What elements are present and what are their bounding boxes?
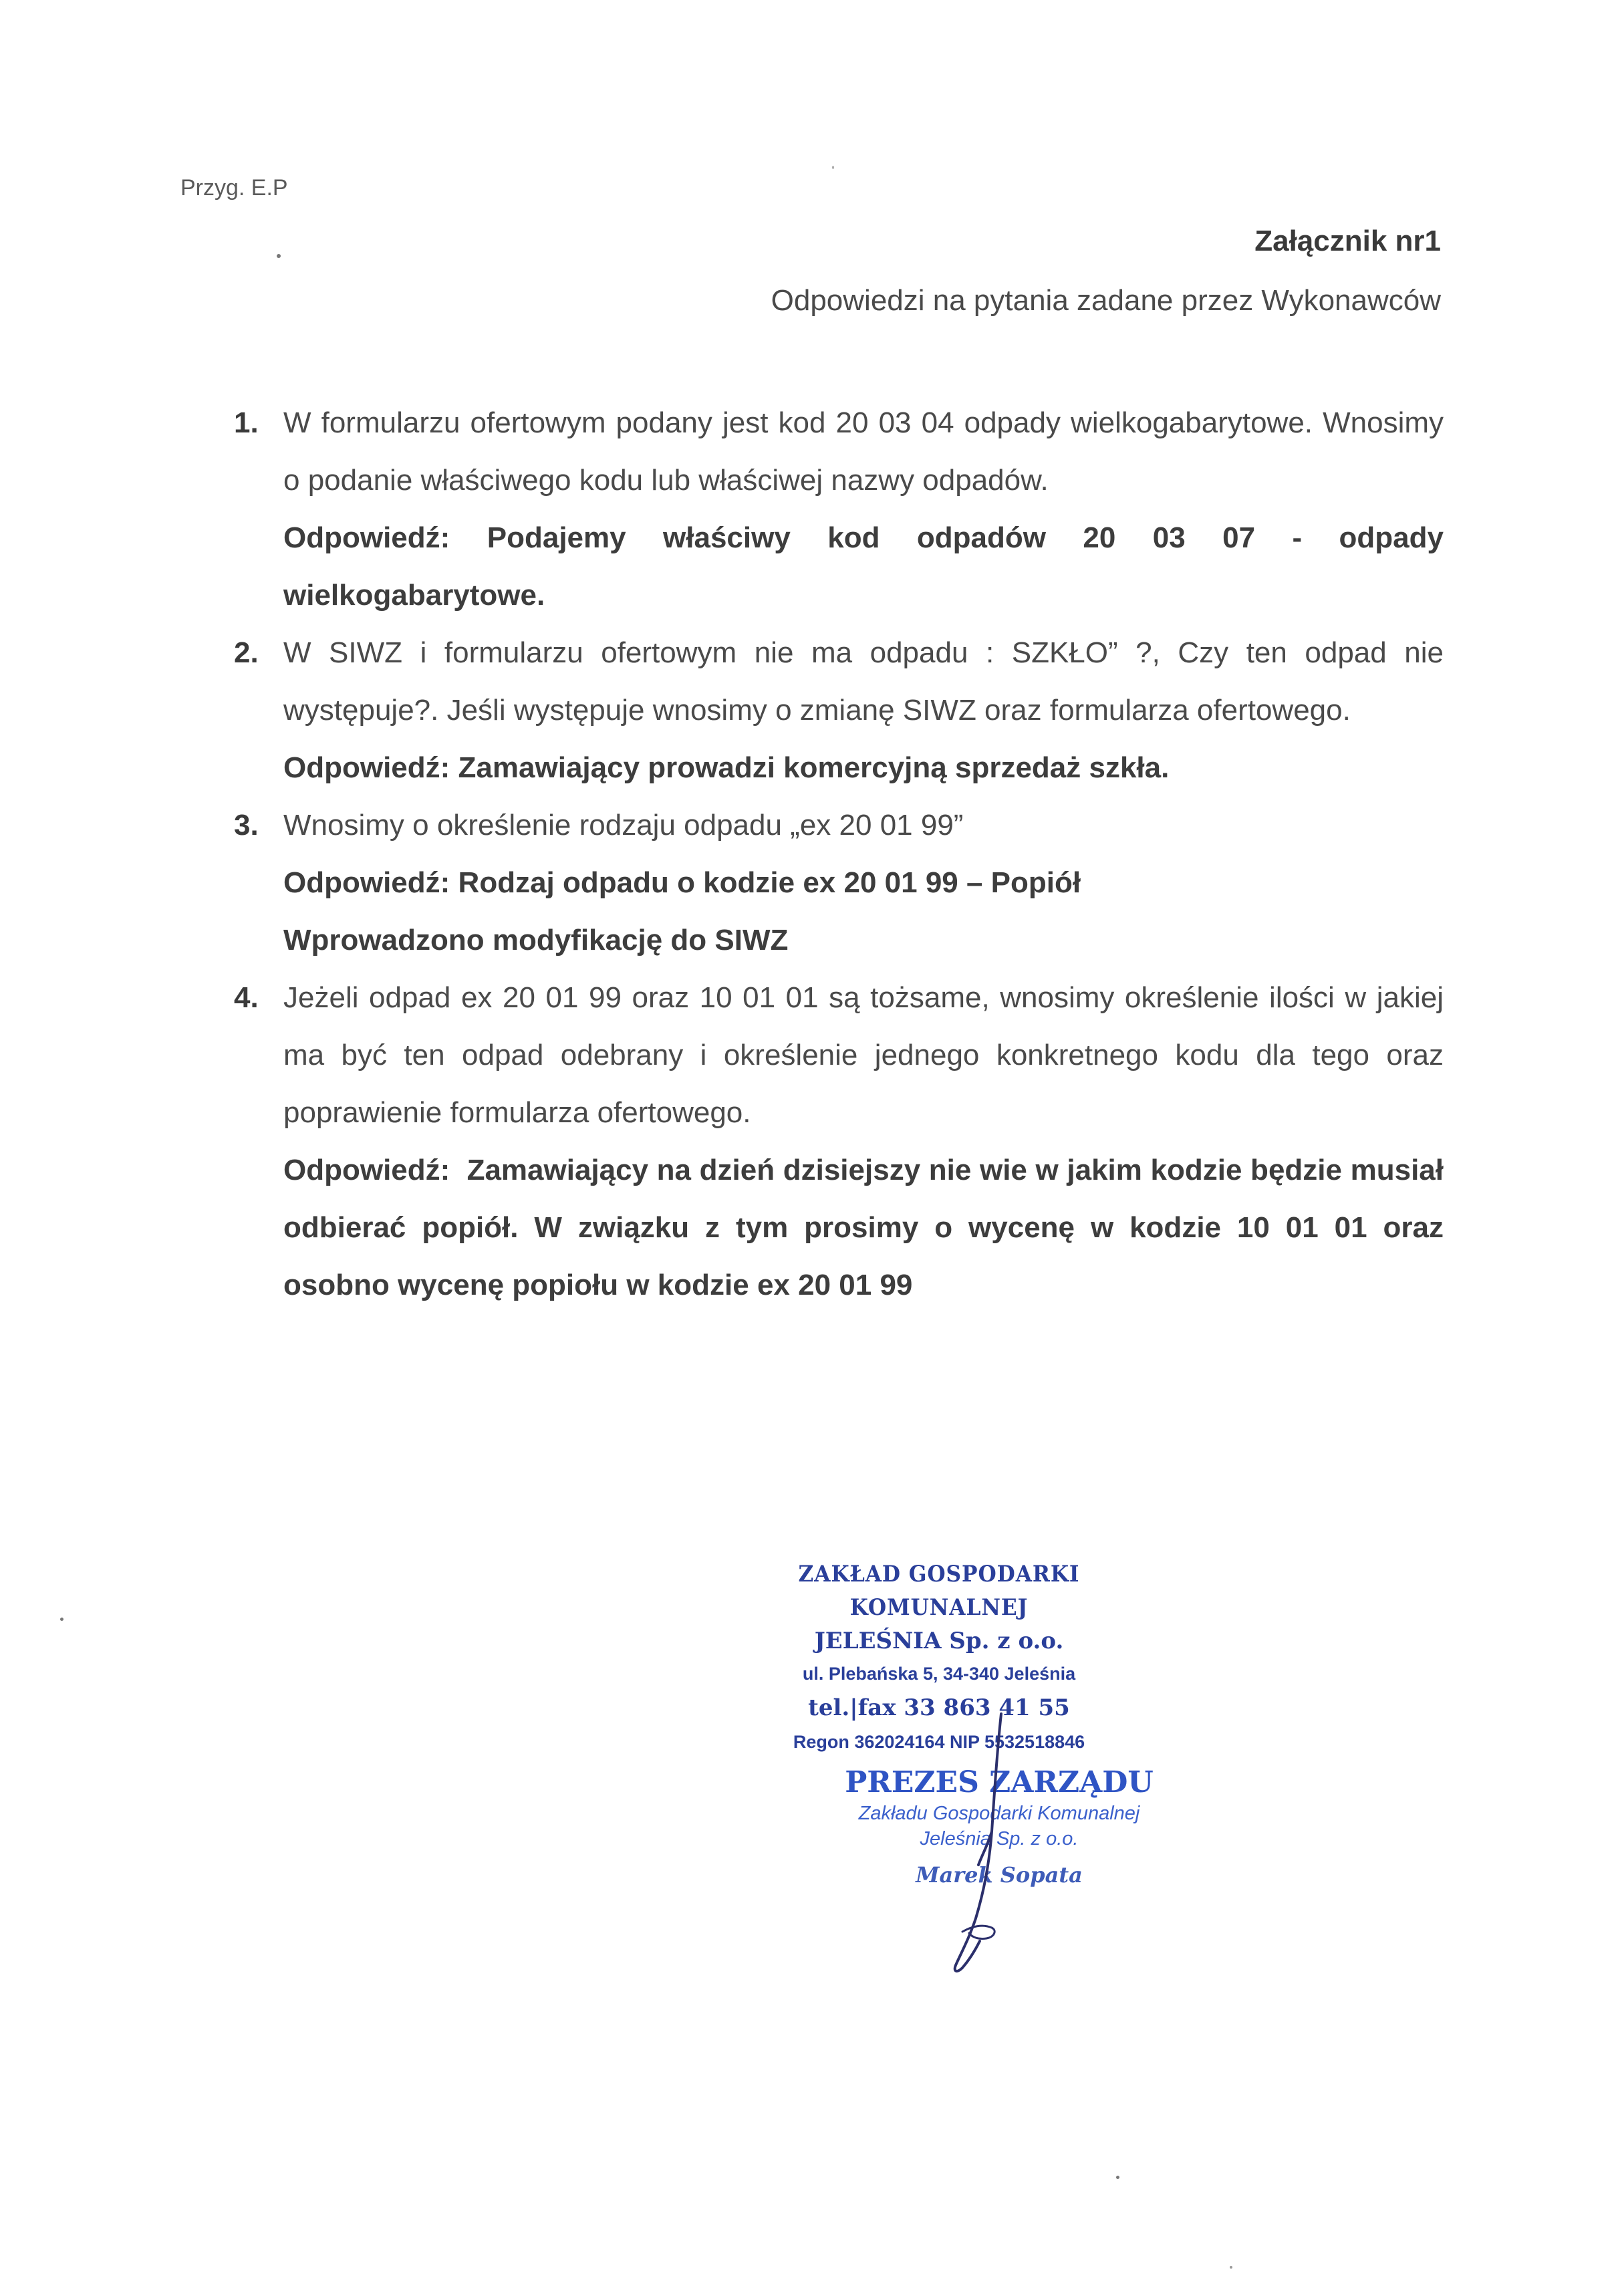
- answer-text: Podajemy właściwy kod odpadów 20 03 07 - odpady wielkogabarytowe.: [283, 521, 1444, 612]
- scan-speck: [1116, 2176, 1119, 2179]
- answer: [283, 1142, 1444, 1314]
- attachment-title: Załącznik nr1: [1254, 225, 1441, 257]
- qa-item-1: [234, 394, 1444, 624]
- qa-item-2: [234, 624, 1444, 797]
- item-number: 2.: [234, 636, 259, 669]
- scan-speck: [277, 254, 281, 258]
- scan-speck: [60, 1618, 63, 1621]
- answer-label: Odpowiedź:: [283, 751, 450, 784]
- president-stamp-company: Zakładu Gospodarki Komunalnej: [858, 1803, 1140, 1824]
- answer-label: Odpowiedź:: [283, 866, 450, 899]
- president-stamp-name: Marek Sopata: [916, 1862, 1083, 1888]
- question-text: Wnosimy o określenie rodzaju odpadu „ex 20 01 99”: [283, 809, 964, 842]
- answer-note: Wprowadzono modyfikację do SIWZ: [283, 924, 789, 956]
- answer-label: Odpowiedź:: [283, 521, 450, 554]
- answer-text: Rodzaj odpadu o kodzie ex 20 01 99 – Popiół: [458, 866, 1081, 899]
- handwritten-signature: [922, 1711, 1016, 1992]
- item-number: 1.: [234, 406, 259, 439]
- company-stamp-name: ZAKŁAD GOSPODARKI KOMUNALNEJ: [798, 1561, 1080, 1621]
- question-text: W SIWZ i formularzu ofertowym nie ma odpadu : SZKŁO” ?, Czy ten odpad nie występuje?. Jeśli występuje wnosimy o zmianę SIWZ oraz formularza ofertowego.: [283, 636, 1444, 727]
- qa-item-4: [234, 969, 1444, 1314]
- questions-answers-list: [234, 394, 1444, 1314]
- president-stamp-title: PREZES ZARZĄDU: [845, 1765, 1154, 1799]
- scan-speck: [832, 166, 834, 169]
- president-stamp-location: Jeleśnia Sp. z o.o.: [920, 1828, 1079, 1849]
- item-number: 3.: [234, 809, 259, 842]
- question-text: W formularzu ofertowym podany jest kod 20 03 04 odpady wielkogabarytowe. Wnosimy o podanie właściwego kodu lub właściwej nazwy odpadów.: [283, 406, 1444, 497]
- question-text: Jeżeli odpad ex 20 01 99 oraz 10 01 01 są tożsame, wnosimy określenie ilości w jakiej ma być ten odpad odebrany i określenie jednego konkretnego kodu dla tego oraz poprawienie formularza ofertowego.: [283, 981, 1444, 1129]
- answer: [283, 509, 1444, 624]
- answer-label: Odpowiedź:: [283, 1154, 450, 1186]
- item-number: 4.: [234, 981, 259, 1014]
- answer-text: Zamawiający na dzień dzisiejszy nie wie w jakim kodzie będzie musiał odbierać popiół. W związku z tym prosimy o wycenę w kodzie 10 01 01 oraz osobno wycenę popiołu w kodzie ex 20 01 99: [283, 1154, 1444, 1301]
- qa-item-3: [234, 797, 1444, 969]
- document-subtitle: Odpowiedzi na pytania zadane przez Wykonawców: [771, 284, 1441, 317]
- answer: [283, 854, 1444, 912]
- answer: [283, 739, 1444, 797]
- company-stamp-location: JELEŚNIA Sp. z o.o.: [814, 1628, 1064, 1654]
- prepared-by: Przyg. E.P: [180, 175, 288, 201]
- answer-text: Zamawiający prowadzi komercyjną sprzedaż szkła.: [458, 751, 1170, 784]
- scan-speck: [1230, 2266, 1232, 2269]
- company-stamp-registration: Regon 362024164 NIP 5532518846: [793, 1732, 1085, 1752]
- company-stamp-phone: tel.|fax 33 863 41 55: [808, 1694, 1070, 1721]
- company-stamp-address: ul. Plebańska 5, 34-340 Jeleśnia: [802, 1664, 1076, 1684]
